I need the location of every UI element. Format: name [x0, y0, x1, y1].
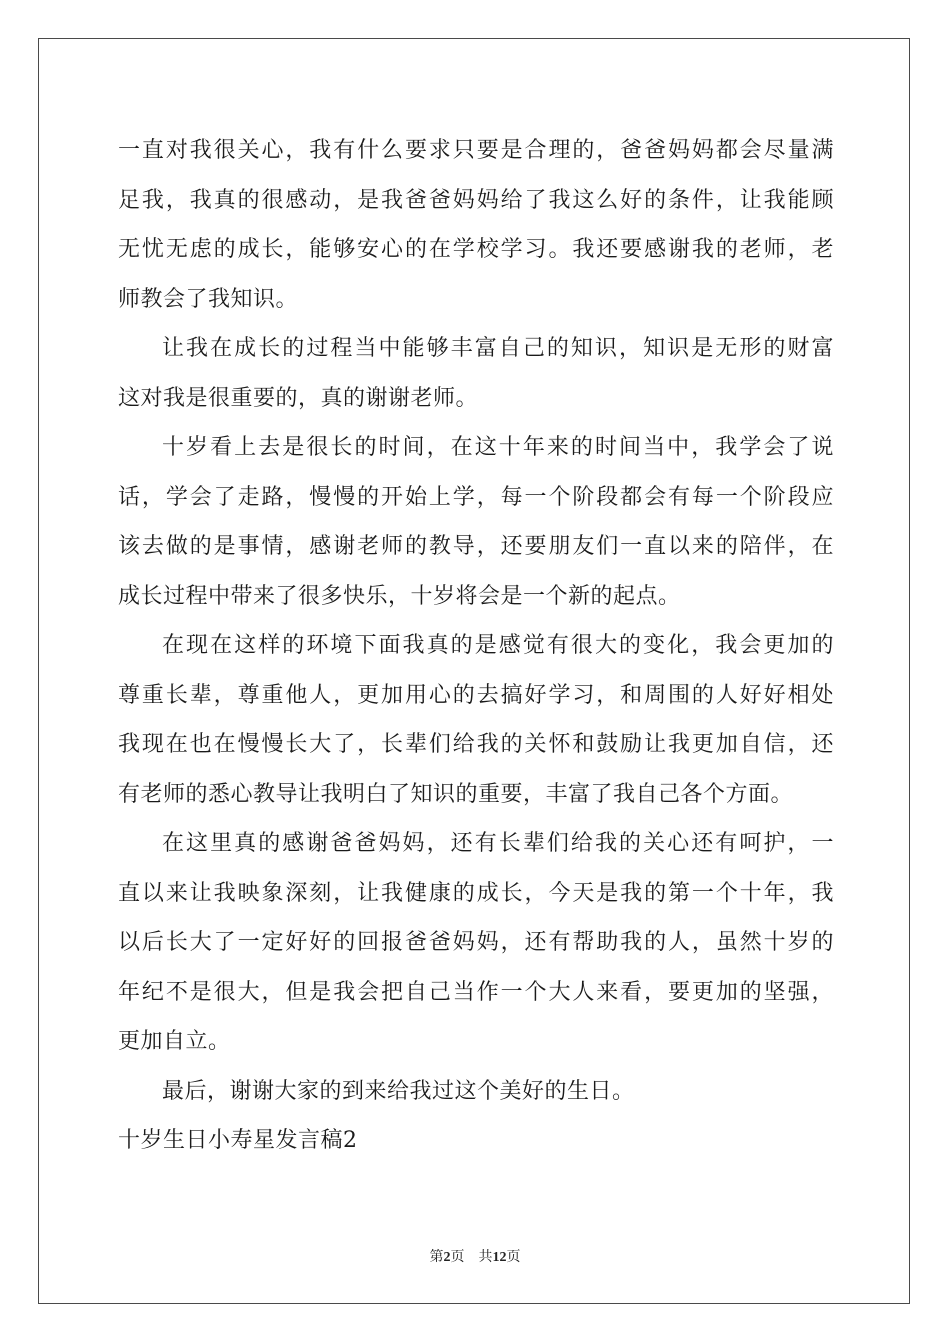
text-line: 更加自立。 — [118, 1029, 231, 1054]
text-line: 在这里真的感谢爸爸妈妈，还有长辈们给我的关心还有呵护，一 — [162, 831, 834, 856]
footer-total-pages: 12 — [492, 1250, 507, 1265]
text-line: 话，学会了走路，慢慢的开始上学，每一个阶段都会有每一个阶段应 — [118, 484, 834, 510]
text-line: 年纪不是很大，但是我会把自己当作一个大人来看，要更加的坚强， — [118, 979, 834, 1005]
footer-page-suffix: 页 — [450, 1249, 465, 1265]
text-line: 在现在这样的环境下面我真的是感觉有很大的变化，我会更加的 — [162, 633, 834, 658]
document-body — [118, 126, 834, 1166]
text-line: 让我在成长的过程当中能够丰富自己的知识，知识是无形的财富 — [162, 336, 834, 361]
text-line: 十岁看上去是很长的时间，在这十年来的时间当中，我学会了说 — [162, 435, 834, 460]
text-line: 一直对我很关心，我有什么要求只要是合理的，爸爸妈妈都会尽量满 — [118, 138, 834, 163]
page-footer — [0, 1246, 950, 1266]
text-line: 我现在也在慢慢长大了，长辈们给我的关怀和鼓励让我更加自信，还 — [118, 732, 834, 757]
text-line: 师教会了我知识。 — [118, 286, 299, 312]
footer-page-prefix: 第 — [429, 1249, 444, 1265]
text-line: 最后，谢谢大家的到来给我过这个美好的生日。 — [162, 1078, 635, 1104]
footer-page-number: 2 — [443, 1250, 451, 1265]
text-line: 无忧无虑的成长，能够安心的在学校学习。我还要感谢我的老师，老 — [118, 237, 834, 262]
text-line: 足我，我真的很感动，是我爸爸妈妈给了我这么好的条件，让我能顾 — [118, 187, 834, 213]
text-line: 该去做的是事情，感谢老师的教导，还要朋友们一直以来的陪伴，在 — [118, 534, 834, 559]
text-line: 直以来让我映象深刻，让我健康的成长，今天是我的第一个十年，我 — [118, 880, 834, 906]
text-line: 成长过程中带来了很多快乐，十岁将会是一个新的起点。 — [118, 583, 681, 609]
text-line: 这对我是很重要的，真的谢谢老师。 — [118, 385, 479, 411]
footer-total-suffix: 页 — [506, 1249, 521, 1265]
text-line: 尊重长辈，尊重他人，更加用心的去搞好学习，和周围的人好好相处 — [118, 682, 834, 708]
text-line: 有老师的悉心教导让我明白了知识的重要，丰富了我自己各个方面。 — [118, 781, 794, 807]
footer-total-prefix: 共 — [478, 1249, 493, 1265]
section-heading: 十岁生日小寿星发言稿2 — [118, 1128, 358, 1153]
text-line: 以后长大了一定好好的回报爸爸妈妈，还有帮助我的人，虽然十岁的 — [118, 930, 834, 955]
